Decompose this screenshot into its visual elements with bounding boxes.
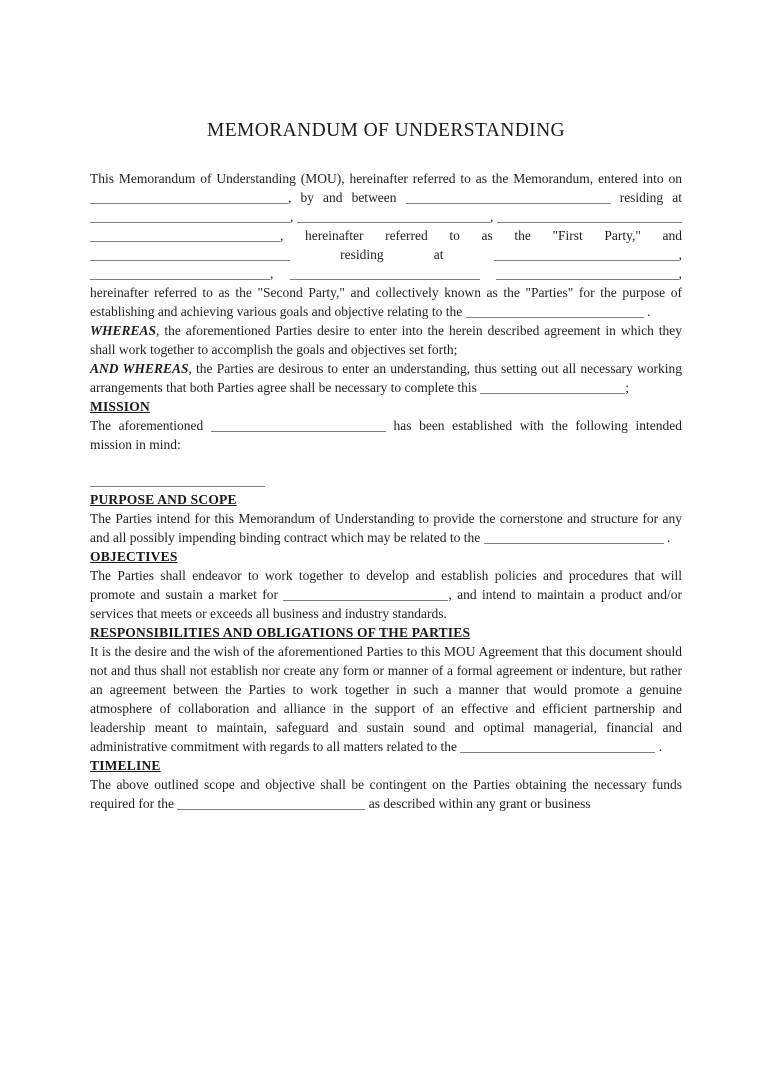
blank-first-party-name-field[interactable] <box>406 190 611 204</box>
responsibilities-text-1: It is the desire and the wish of the aforementioned Parties to this MOU Agreement that this document should not and thus shall not establish nor create any form or manner of a formal agreement or indenture, but rather an agreement between the Parties to work together in such a manner that would promote a genuine atmosphere of collaboration and alliance in the support of an effective and efficient partnership and leadership meant to maintain, safeguard and sustain sound and optimal managerial, financial and administrative commitment with regards to all matters related to the <box>90 644 682 754</box>
responsibilities-heading: RESPONSIBILITIES AND OBLIGATIONS OF THE PARTIES <box>90 625 471 640</box>
blank-second-party-address-field-2[interactable] <box>90 266 270 280</box>
blank-entity-name-field[interactable] <box>211 418 386 432</box>
intro-text-7: , hereinafter referred to as the "First Party," and <box>280 228 682 243</box>
whereas-text: , the aforementioned Parties desire to enter into the herein described agreement in which they shall work together to accomplish the goals and objectives set forth; <box>90 323 682 357</box>
blank-second-party-name-field[interactable] <box>90 247 290 261</box>
blank-project-name-field[interactable] <box>480 380 625 394</box>
intro-paragraph <box>90 169 682 321</box>
blank-first-party-address-field-4[interactable] <box>90 228 280 242</box>
intro-text-10: , <box>270 266 290 281</box>
mission-text-1: The aforementioned <box>90 418 211 433</box>
intro-text-5: , <box>490 209 497 224</box>
timeline-text-2: as described within any grant or business <box>365 796 591 811</box>
and-whereas-text-2: ; <box>625 380 630 395</box>
purpose-paragraph <box>90 509 682 547</box>
blank-first-party-address-field-2[interactable] <box>297 209 490 223</box>
responsibilities-text-2: . <box>655 739 663 754</box>
blank-matters-subject-field[interactable] <box>460 739 655 753</box>
responsibilities-paragraph <box>90 642 682 756</box>
and-whereas-clause <box>90 359 682 397</box>
intro-text-2: , by and between <box>288 190 406 205</box>
blank-second-party-address-field-3[interactable] <box>290 266 480 280</box>
mission-statement-row <box>90 471 682 490</box>
objectives-text-2: , and intend to maintain a product and/or services that meets or exceeds all business and industry standards. <box>90 587 682 621</box>
mission-text-2: has been established with the following intended mission in mind: <box>90 418 682 452</box>
blank-mission-statement-field[interactable] <box>90 473 265 487</box>
mission-paragraph <box>90 416 682 454</box>
blank-second-party-address-field-1[interactable] <box>494 247 679 261</box>
intro-text-12: , hereinafter referred to as the "Second Party," and collectively known as the "Parties" for the purpose of establishing and achieving various goals and objective relating to the <box>90 266 682 319</box>
intro-text-4: , <box>290 209 297 224</box>
intro-text-3: residing at <box>610 190 682 205</box>
purpose-text-1: The Parties intend for this Memorandum of Understanding to provide the cornerstone and structure for any and all possibly impending binding contract which may be related to the <box>90 511 682 545</box>
objectives-text-1: The Parties shall endeavor to work together to develop and establish policies and procedures that will promote and sustain a market for <box>90 568 682 602</box>
whereas-clause <box>90 321 682 359</box>
intro-text-9: , <box>678 247 682 262</box>
intro-text-13: . <box>643 304 651 319</box>
objectives-paragraph <box>90 566 682 623</box>
blank-market-subject-field[interactable] <box>283 587 448 601</box>
and-whereas-text: , the Parties are desirous to enter an understanding, thus setting out all necessary working arrangements that both Parties agree shall be necessary to complete this <box>90 361 682 395</box>
document-title: MEMORANDUM OF UNDERSTANDING <box>206 120 566 141</box>
blank-first-party-address-field-3[interactable] <box>497 209 682 223</box>
intro-text-1: This Memorandum of Understanding (MOU), hereinafter referred to as the Memorandum, entered into on <box>90 171 682 186</box>
mission-heading: MISSION <box>90 399 150 414</box>
intro-text-8: residing at <box>290 247 494 262</box>
timeline-paragraph <box>90 775 682 813</box>
intro-text-11 <box>480 266 496 281</box>
timeline-heading: TIMELINE <box>90 758 161 773</box>
blank-funds-subject-field[interactable] <box>177 796 365 810</box>
blank-related-subject-field[interactable] <box>484 530 664 544</box>
objectives-heading: OBJECTIVES <box>90 549 178 564</box>
purpose-heading: PURPOSE AND SCOPE <box>90 492 237 507</box>
purpose-text-2: . <box>663 530 671 545</box>
timeline-text-1: The above outlined scope and objective shall be contingent on the Parties obtaining the necessary funds required for the <box>90 777 682 811</box>
blank-date-field[interactable] <box>90 190 288 204</box>
blank-first-party-address-field-1[interactable] <box>90 209 290 223</box>
blank-purpose-subject-field[interactable] <box>466 304 644 318</box>
whereas-lead: WHEREAS <box>90 323 157 338</box>
and-whereas-lead: AND WHEREAS <box>90 361 189 376</box>
blank-second-party-address-field-4[interactable] <box>496 266 679 280</box>
